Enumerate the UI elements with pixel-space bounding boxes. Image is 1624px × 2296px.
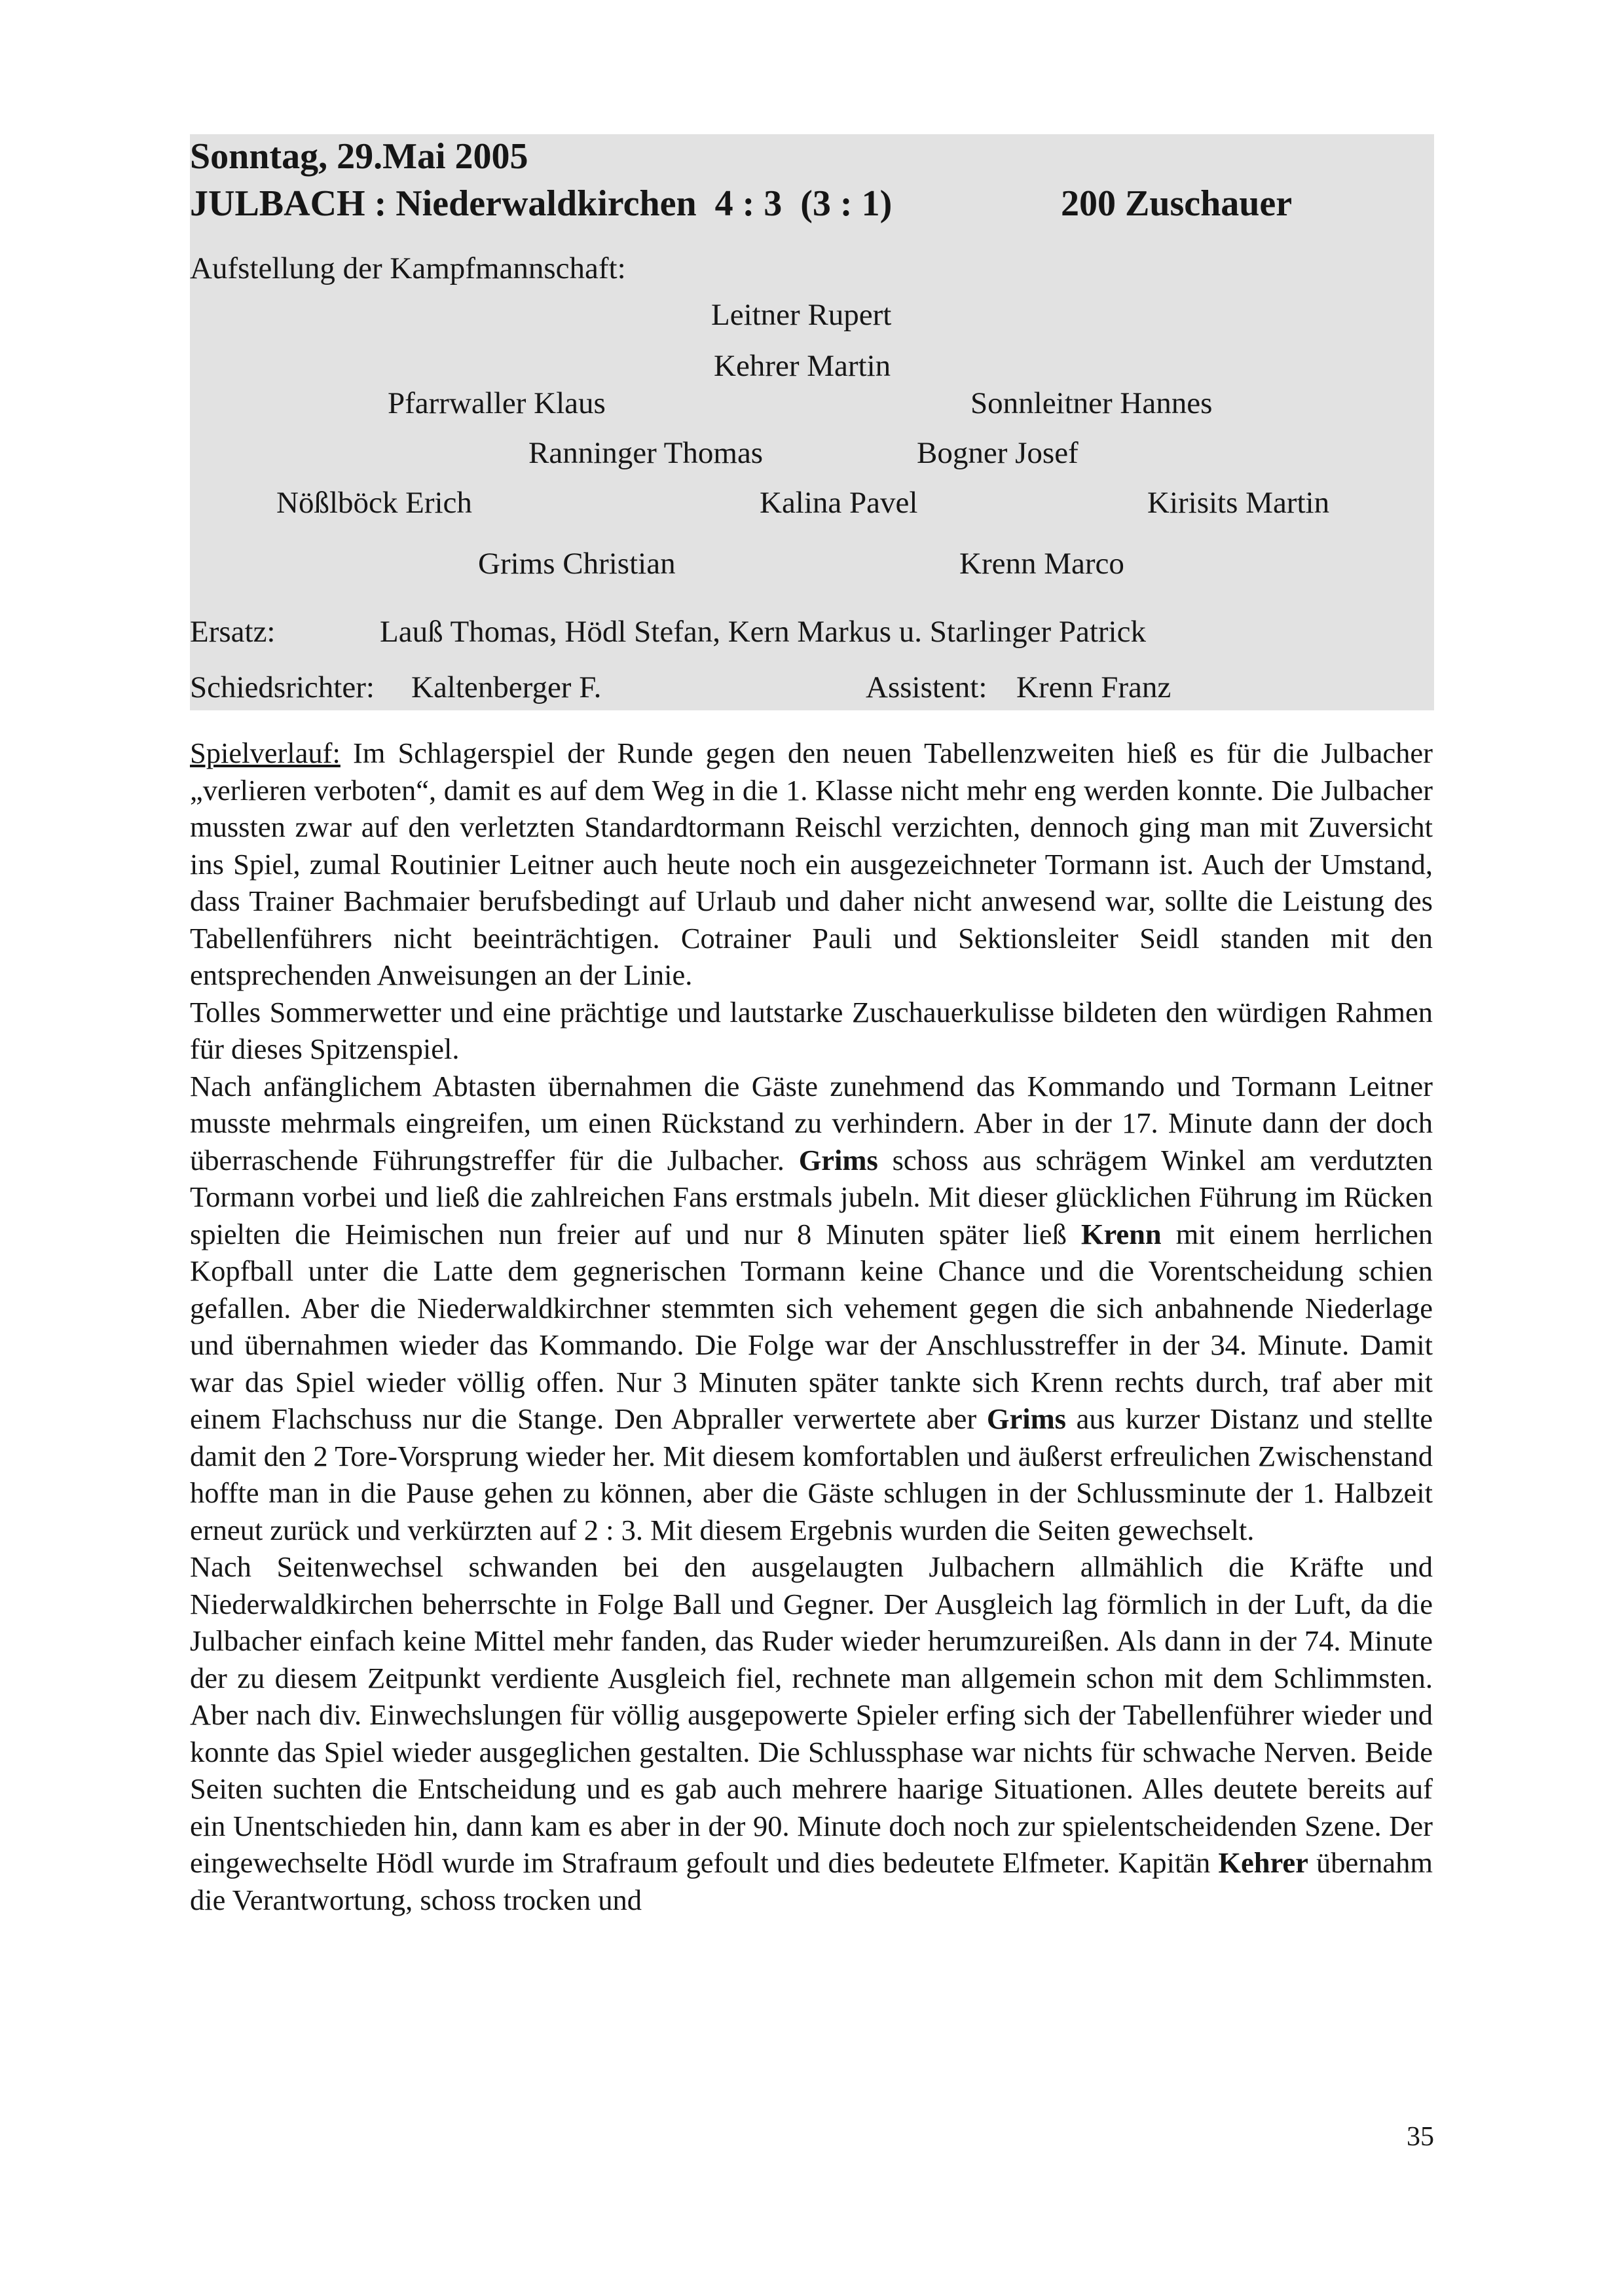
report-text: mit einem herrlichen Kopfball unter die Latte dem gegnerischen Tormann keine Chance und die Vorentscheidung schien gefallen. Aber die Niederwaldkirchner stemmten sich vehement gegen die sich anbahnende Niederlage und übernahmen wieder das Kommando. Die Folge war der Anschlusstreffer in der 34. Minute. Damit war das Spiel wieder völlig offen. Nur 3 Minuten später tankte sich Krenn rechts durch, traf aber mit einem Flachschuss nur die Stange. Den Abpraller verwertete aber [190,1217,1433,1435]
scorer-name: Grims [986,1402,1066,1435]
lineup-label: Aufstellung der Kampfmannschaft: [190,251,626,285]
page-number: 35 [1407,2122,1434,2152]
scorer-name: Grims [798,1143,878,1176]
report-heading: Spielverlauf: [190,737,341,769]
player-forward-left: Grims Christian [478,547,676,581]
match-date: Sonntag, 29.Mai 2005 [190,136,528,177]
substitutes-list: Lauß Thomas, Hödl Stefan, Kern Markus u. Starlinger Patrick [380,615,1146,649]
assistant-label: Assistent: [866,670,987,704]
player-left-wing: Nößlböck Erich [276,486,472,520]
report-text: übernahm die Verantwortung, schoss trocken und [190,1846,1433,1916]
scorer-name: Kehrer [1218,1846,1308,1879]
player-center-midfield: Kalina Pavel [760,486,918,520]
report-text: Im Schlagerspiel der Runde gegen den neuen Tabellenzweiten hieß es für die Julbacher „verlieren verboten“, damit es auf dem Weg in die 1. Klasse nicht mehr eng werden konnte. Die Julbacher mussten zwar auf den verletzten Standardtormann Reischl verzichten, dennoch ging man mit Zuversicht ins Spiel, zumal Routinier Leitner auch heute noch ein ausgezeichneter Tormann ist. Auch der Umstand, dass Trainer Bachmaier berufsbedingt auf Urlaub und daher nicht anwesend war, sollte die Leistung des Tabellenführers nicht beeinträchtigen. Cotrainer Pauli und Sektionsleiter Seidl standen mit den entsprechenden Anweisungen an der Linie. [190,737,1433,991]
report-text: Nach Seitenwechsel schwanden bei den ausgelaugten Julbachern allmählich die Kräfte und Niederwaldkirchen beherrschte in Folge Ball und Gegner. Der Ausgleich lag förmlich in der Luft, da die Julbacher einfach keine Mittel mehr fanden, das Ruder wieder herumzureißen. Als dann in der 74. Minute der zu diesem Zeitpunkt verdiente Ausgleich fiel, rechnete man allgemein schon mit dem Schlimmsten. Aber nach div. Einwechslungen für völlig ausgepowerte Spieler erfing sich der Tabellenführer wieder und konnte das Spiel wieder ausgeglichen gestalten. Die Schlussphase war nichts für schwache Nerven. Beide Seiten suchten die Entscheidung und es gab auch mehrere haarige Situationen. Alles deutete bereits auf ein Unentschieden hin, dann kam es aber in der 90. Minute doch noch zur spielentscheidenden Szene. Der eingewechselte Hödl wurde im Strafraum gefoult und dies bedeutete Elfmeter. Kapitän [190,1550,1433,1879]
player-right-back: Sonnleitner Hannes [970,386,1213,420]
player-right-midfield-center: Bogner Josef [917,436,1079,470]
scorer-name: Krenn [1080,1217,1162,1250]
report-text: schoss aus schrägem Winkel am verdutzten Tormann vorbei und ließ die zahlreichen Fans erstmals jubeln. Mit dieser glücklichen Führung im Rücken spielten die Heimischen nun freier auf und nur 8 Minuten später ließ [190,1143,1433,1250]
referee-label: Schiedsrichter: [190,670,375,704]
report-paragraph [190,1068,1433,1549]
player-goalkeeper: Leitner Rupert [711,298,892,332]
player-forward-right: Krenn Marco [959,547,1124,581]
player-left-midfield-center: Ranninger Thomas [528,436,764,470]
match-header-box [190,134,1434,710]
match-result: JULBACH : Niederwaldkirchen 4 : 3 (3 : 1) [190,183,893,224]
referee-name: Kaltenberger F. [411,670,602,704]
player-right-wing: Kirisits Martin [1147,486,1330,520]
player-left-back: Pfarrwaller Klaus [388,386,606,420]
match-report [190,735,1433,1918]
report-text: aus kurzer Distanz und stellte damit den 2 Tore-Vorsprung wieder her. Mit diesem komfortablen und äußerst erfreulichen Zwischenstand hoffte man in die Pause gehen zu können, aber die Gäste schlugen in der Schlussminute der 1. Halbzeit erneut zurück und verkürzten auf 2 : 3. Mit diesem Ergebnis wurden die Seiten gewechselt. [190,1402,1433,1546]
assistant-name: Krenn Franz [1016,670,1172,704]
report-paragraph [190,1548,1433,1918]
report-paragraph [190,735,1433,994]
substitutes-label: Ersatz: [190,615,276,649]
report-paragraph [190,994,1433,1068]
player-sweeper: Kehrer Martin [714,349,891,383]
report-text: Tolles Sommerwetter und eine prächtige und lautstarke Zuschauerkulisse bildeten den würdigen Rahmen für dieses Spitzenspiel. [190,995,1433,1065]
report-text: Nach anfänglichem Abtasten übernahmen die Gäste zunehmend das Kommando und Tormann Leitner musste mehrmals eingreifen, um einen Rückstand zu verhindern. Aber in der 17. Minute dann der doch überraschende Führungstreffer für die Julbacher. [190,1069,1433,1176]
spectator-count: 200 Zuschauer [1061,183,1293,224]
